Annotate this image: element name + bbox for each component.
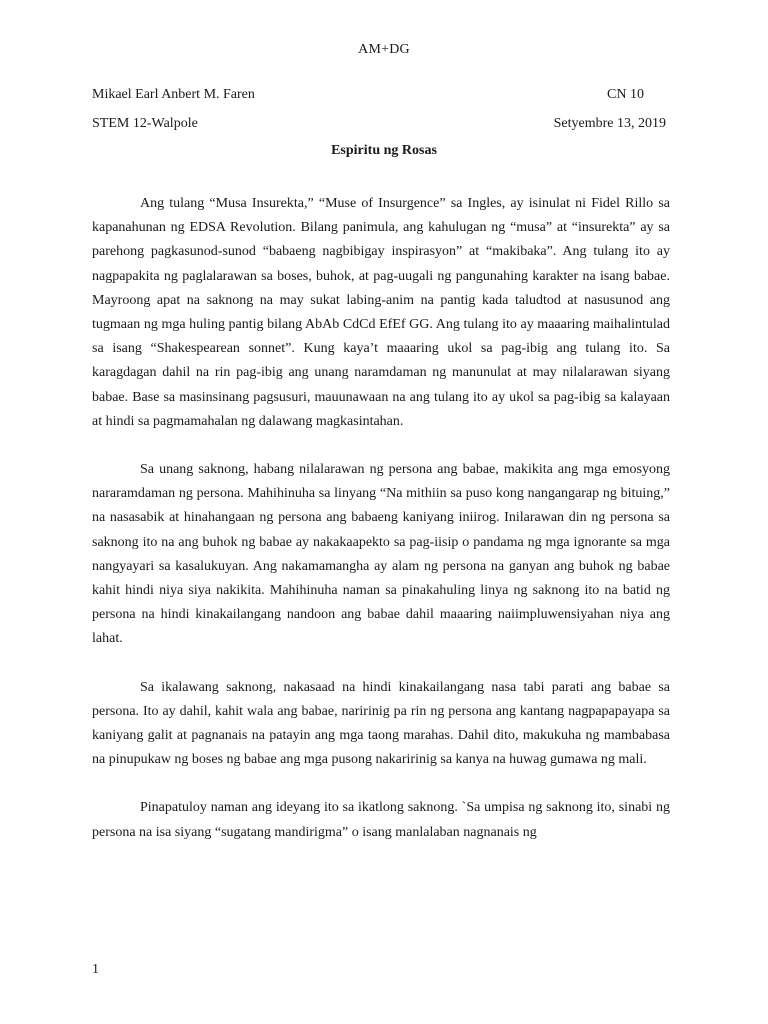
page-number: 1 xyxy=(92,962,99,977)
document-title: Espiritu ng Rosas xyxy=(331,143,437,158)
paragraph-4: Pinapatuloy naman ang ideyang ito sa ikatlong saknong. `Sa umpisa ng saknong ito, sinabi ng persona na isa siyang “sugatang mandirigma” o isang manlalaban nagnanais ng xyxy=(92,800,670,840)
author-name: Mikael Earl Anbert M. Faren xyxy=(92,87,255,102)
paragraph-1: Ang tulang “Musa Insurekta,” “Muse of Insurgence” sa Ingles, ay isinulat ni Fidel Rillo sa kapanahunan ng EDSA Revolution. Bilang panimula, ang kahulugan ng “musa” at “insurekta” ay sa parehong pagkasunod-sunod “babaeng nagbibigay inspirasyon” at “makibaka”. Ang tulang ito ay nagpapakita ng paglalarawan sa boses, buhok, at pag-uugali ng pangunahing karakter na isang babae. Mayroong apat na saknong na may sukat labing-anim na pantig kada taludtod at nasusunod ang tugmaan ng mga huling pantig bilang AbAb CdCd EfEf GG. Ang tulang ito ay maaaring maihalintulad sa isang “Shakespearean sonnet”. Kung kaya’t maaaring ukol sa pag-ibig ang tulang ito. Sa karagdagan dahil na rin pag-ibig ang unang naramdaman ng manunulat at may nilalarawan siyang babae. Base sa masinsinang pagsusuri, mauunawaan na ang tulang ito ay ukol sa pag-ibig sa kalayaan at hindi sa pagmamahalan ng dalawang magkasintahan. xyxy=(92,196,670,429)
paragraph-3: Sa ikalawang saknong, nakasaad na hindi kinakailangang nasa tabi parati ang babae sa persona. Ito ay dahil, kahit wala ang babae, naririnig pa rin ng persona ang kantang nagpapapayapa sa kaniyang galit at pagnanais na patayin ang mga taong marahas. Dahil dito, makukuha ng mambabasa na pinupukaw ng boses ng babae ang mga pusong nakaririnig sa kanya na huwag gumawa ng mali. xyxy=(92,679,670,768)
section-name: STEM 12-Walpole xyxy=(92,116,198,131)
class-number: CN 10 xyxy=(607,87,644,102)
document-date: Setyembre 13, 2019 xyxy=(553,116,666,131)
author-row xyxy=(92,87,666,103)
am-dg-header: AM+DG xyxy=(358,42,410,57)
paragraph-2: Sa unang saknong, habang nilalarawan ng persona ang babae, makikita ang mga emosyong nararamdaman ng persona. Mahihinuha sa linyang “Na mithiin sa puso kong nangangarap ng bituing,” na nasasabik at hinahangaan ng persona ang babaeng kaniyang iniirog. Inilarawan din ng persona sa saknong ito na ang buhok ng babae ay nakakaapekto sa pag-iisip o pandama ng mga ignorante sa mga nangyayari sa kasalukuyan. Ang nakamamangha ay alam ng persona na ganyan ang buhok ng babae kahit hindi niya siya nakikita. Mahihinuha naman sa pinakahuling linya ng saknong ito na batid ng persona na hindi kinakailangang nandoon ang babae dahil maaaring naiimpluwensiyahan niya ang lahat. xyxy=(92,462,670,647)
essay-body xyxy=(92,192,670,869)
section-row xyxy=(92,116,666,132)
